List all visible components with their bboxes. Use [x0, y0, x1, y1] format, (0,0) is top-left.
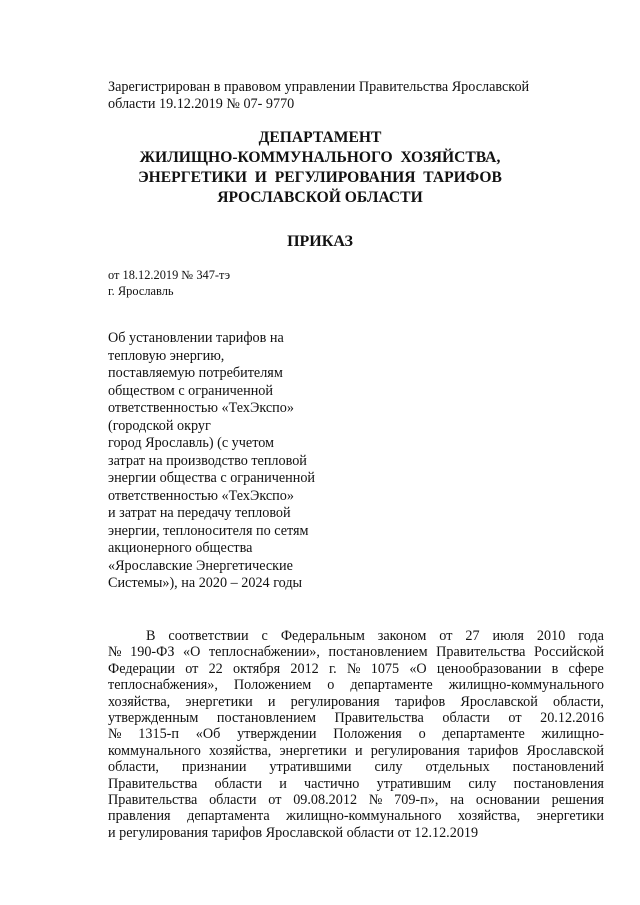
body-word: на	[450, 792, 465, 809]
subject-line: город Ярославль) (с учетом	[108, 435, 275, 451]
body-word: хозяйства,	[108, 693, 171, 710]
body-line	[108, 726, 604, 742]
body-word: жилищно-коммунального	[286, 808, 442, 825]
body-word: 09.08.2012	[293, 792, 358, 809]
subject-line: поставляемую потребителям	[108, 365, 283, 381]
registration-line-2: области 19.12.2019 № 07- 9770	[108, 96, 295, 112]
body-word: постановления	[513, 775, 604, 792]
body-word: области	[214, 775, 262, 792]
body-word: законом	[377, 628, 427, 644]
body-word: В	[146, 628, 156, 644]
body-word: регулирования	[370, 742, 460, 759]
body-word: от	[439, 628, 453, 644]
body-line	[108, 776, 604, 792]
body-word: 1075	[370, 660, 400, 677]
body-word: утратившими	[269, 759, 352, 776]
body-word: «О	[183, 644, 201, 661]
body-word: 22	[208, 660, 223, 677]
body-word: года	[578, 628, 604, 644]
order-body-paragraph	[108, 628, 604, 841]
registration-line-1: Зарегистрирован в правовом управлении Правительства Ярославской	[108, 79, 530, 95]
body-word: тарифов	[467, 742, 519, 759]
subject-line: обществом с ограниченной	[108, 382, 273, 399]
body-word: Ярославской	[526, 742, 604, 759]
order-title: ПРИКАЗ	[287, 233, 353, 250]
body-word: жилищно-	[541, 726, 604, 743]
body-word: Положением	[233, 677, 312, 694]
body-word: Ярославской	[460, 693, 538, 710]
body-word: в	[551, 660, 559, 677]
body-word: департаменте	[350, 677, 433, 694]
body-word: от	[508, 710, 522, 727]
body-word: утратившим	[376, 775, 452, 792]
subject-line: «Ярославские Энергетические	[108, 557, 293, 574]
subject-line: акционерного общества	[108, 540, 253, 556]
body-word: о	[327, 677, 335, 694]
body-word: №	[368, 792, 383, 809]
body-word: основании	[475, 792, 540, 809]
body-word: октября	[232, 660, 281, 677]
body-word: сфере	[568, 660, 604, 677]
body-word: тарифов	[394, 693, 446, 710]
body-word: теплоснабжения»,	[108, 677, 218, 694]
header-line: ДЕПАРТАМЕНТ	[258, 129, 382, 146]
subject-line: ответственностью «ТехЭкспо»	[108, 400, 294, 416]
body-word: 2010	[536, 628, 566, 644]
body-word: энергетики	[279, 742, 347, 759]
body-word: правления	[108, 808, 171, 825]
body-word: Положения	[333, 726, 402, 743]
body-word: о	[418, 726, 426, 743]
body-line	[108, 743, 604, 759]
body-word: департаменте	[442, 726, 525, 743]
body-word: 190-ФЗ	[130, 644, 175, 661]
body-word: хозяйства,	[457, 808, 521, 825]
body-line	[108, 628, 604, 644]
body-line: и регулирования тарифов Ярославской области от 12.12.2019	[108, 824, 479, 841]
body-word: №	[108, 726, 122, 743]
body-word: июля	[492, 628, 524, 644]
body-word: 20.12.2016	[540, 710, 604, 727]
subject-line: ответственностью «ТехЭкспо»	[108, 487, 294, 504]
header-line: ЭНЕРГЕТИКИ И РЕГУЛИРОВАНИЯ ТАРИФОВ	[138, 169, 502, 186]
order-city: г. Ярославль	[108, 284, 174, 298]
subject-line: и затрат на передачу тепловой	[108, 505, 291, 521]
body-word: постановлением	[216, 710, 316, 727]
header-line: ЯРОСЛАВСКОЙ ОБЛАСТИ	[217, 189, 423, 206]
body-word: 2012	[290, 660, 319, 677]
body-word: №	[346, 660, 361, 677]
subject-line: энергии, теплоносителя по сетям	[108, 522, 309, 539]
body-word: хозяйства,	[209, 742, 272, 759]
body-word: Правительства	[108, 775, 198, 792]
body-word: соответствии	[168, 628, 249, 644]
body-word: области	[209, 792, 257, 809]
body-word: коммунального	[108, 742, 201, 759]
body-line	[108, 694, 604, 710]
body-word: признании	[181, 759, 247, 776]
body-word: Правительства	[108, 792, 198, 809]
body-word: и	[267, 693, 276, 710]
body-word: от	[185, 660, 199, 677]
order-date-number: от 18.12.2019 № 347-тэ	[108, 268, 231, 282]
body-word: постановлением	[328, 644, 428, 661]
body-word: постановлений	[512, 759, 604, 776]
body-word: 27	[465, 628, 480, 644]
body-word: регулирования	[290, 693, 380, 710]
body-word: утвержденным	[108, 710, 199, 727]
subject-line: энергии общества с ограниченной	[108, 470, 316, 486]
body-line	[108, 792, 604, 808]
body-word: с	[261, 628, 268, 644]
order-subject	[108, 330, 315, 593]
body-word: 709-п»,	[394, 792, 439, 809]
body-word: и	[279, 775, 287, 792]
body-line	[108, 759, 604, 775]
body-word: энергетики	[185, 693, 253, 710]
body-word: теплоснабжении»,	[208, 644, 320, 661]
body-word: частично	[304, 775, 360, 792]
body-word: №	[108, 644, 122, 661]
body-line	[108, 644, 604, 660]
department-header	[0, 128, 640, 208]
body-word: и	[354, 742, 363, 759]
body-word: «О	[409, 660, 427, 677]
body-word: энергетики	[536, 808, 604, 825]
body-word: от	[268, 792, 282, 809]
body-line	[108, 808, 604, 824]
body-word: силу	[374, 759, 403, 776]
subject-line: Об установлении тарифов на	[108, 330, 284, 346]
body-word: решения	[551, 792, 604, 809]
body-word: ценообразовании	[436, 660, 542, 677]
body-word: области,	[108, 759, 159, 776]
subject-line: (городской округ	[108, 417, 211, 434]
body-word: утверждении	[237, 726, 317, 743]
subject-line: Системы»), на 2020 – 2024 годы	[108, 575, 303, 591]
body-word: силу	[468, 775, 497, 792]
body-word: г.	[328, 660, 337, 677]
body-word: 1315-п	[138, 726, 179, 743]
body-word: жилищно-коммунального	[448, 677, 604, 694]
body-word: Федерации	[108, 660, 176, 677]
subject-line: тепловую энергию,	[108, 347, 225, 364]
body-word: Правительства	[436, 644, 526, 661]
body-word: Правительства	[334, 710, 424, 727]
body-word: Российской	[534, 644, 604, 661]
body-word: отдельных	[425, 759, 490, 776]
subject-line: затрат на производство тепловой	[108, 452, 307, 469]
body-line	[108, 677, 604, 693]
body-line	[108, 710, 604, 726]
body-word: «Об	[195, 726, 221, 743]
body-word: департамента	[187, 808, 270, 825]
body-word: области	[442, 710, 490, 727]
body-word: области,	[553, 693, 604, 710]
body-line	[108, 661, 604, 677]
header-line: ЖИЛИЩНО-КОММУНАЛЬНОГО ХОЗЯЙСТВА,	[139, 149, 501, 166]
body-word: Федеральным	[280, 628, 365, 644]
